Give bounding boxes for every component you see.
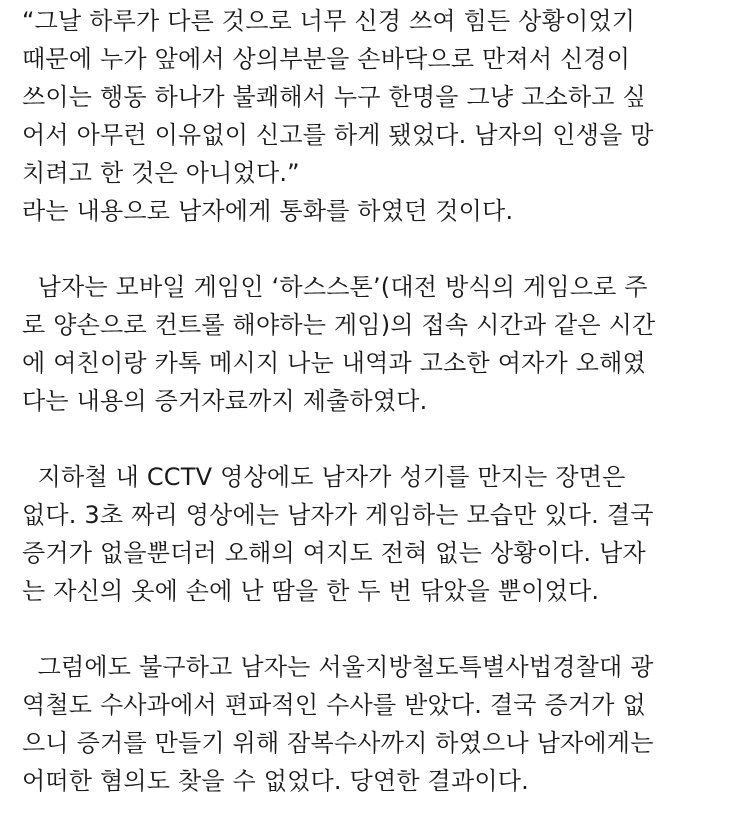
text-line: 치려고 한 것은 아니었다.” [22, 159, 300, 187]
text-line: 쓰이는 행동 하나가 불쾌해서 누구 한명을 그냥 고소하고 싶 [22, 83, 646, 111]
text-line: “그날 하루가 다른 것으로 너무 신경 쓰여 힘든 상황이었기 [22, 7, 636, 35]
text-line: 없다. 3초 짜리 영상에는 남자가 게임하는 모습만 있다. 결국 [22, 501, 654, 529]
paragraph-cctv [22, 458, 750, 610]
text-line: 때문에 누가 앞에서 상의부분을 손바닥으로 만져서 신경이 [22, 45, 631, 73]
text-line: 라는 내용으로 남자에게 통화를 하였던 것이다. [22, 197, 514, 225]
text-line: 지하철 내 CCTV 영상에도 남자가 성기를 만지는 장면은 [22, 463, 626, 491]
text-line: 어떠한 혐의도 찾을 수 없었다. 당연한 결과이다. [22, 767, 529, 795]
text-line: 는 자신의 옷에 손에 난 땀을 한 두 번 닦았을 뿐이었다. [22, 577, 600, 605]
text-line: 로 양손으로 컨트롤 해야하는 게임)의 접속 시간과 같은 시간 [22, 311, 656, 339]
text-line: 남자는 모바일 게임인 ‘하스스톤’(대전 방식의 게임으로 주 [22, 273, 648, 301]
paragraph-gap [22, 420, 750, 458]
paragraph-game-evidence [22, 268, 750, 420]
text-line: 그럼에도 불구하고 남자는 서울지방철도특별사법경찰대 광 [22, 653, 654, 681]
text-line: 증거가 없을뿐더러 오해의 여지도 전혀 없는 상황이다. 남자 [22, 539, 646, 567]
text-line: 다는 내용의 증거자료까지 제출하였다. [22, 387, 428, 415]
paragraph-gap [22, 610, 750, 648]
paragraph-investigation [22, 648, 750, 800]
text-line: 어서 아무런 이유없이 신고를 하게 됐었다. 남자의 인생을 망 [22, 121, 654, 149]
paragraph-quote [22, 0, 750, 230]
paragraph-gap [22, 230, 750, 268]
text-line: 에 여친이랑 카톡 메시지 나눈 내역과 고소한 여자가 오해였 [22, 349, 646, 377]
text-line: 역철도 수사과에서 편파적인 수사를 받았다. 결국 증거가 없 [22, 691, 646, 719]
text-line: 으니 증거를 만들기 위해 잠복수사까지 하였으나 남자에게는 [22, 729, 654, 757]
